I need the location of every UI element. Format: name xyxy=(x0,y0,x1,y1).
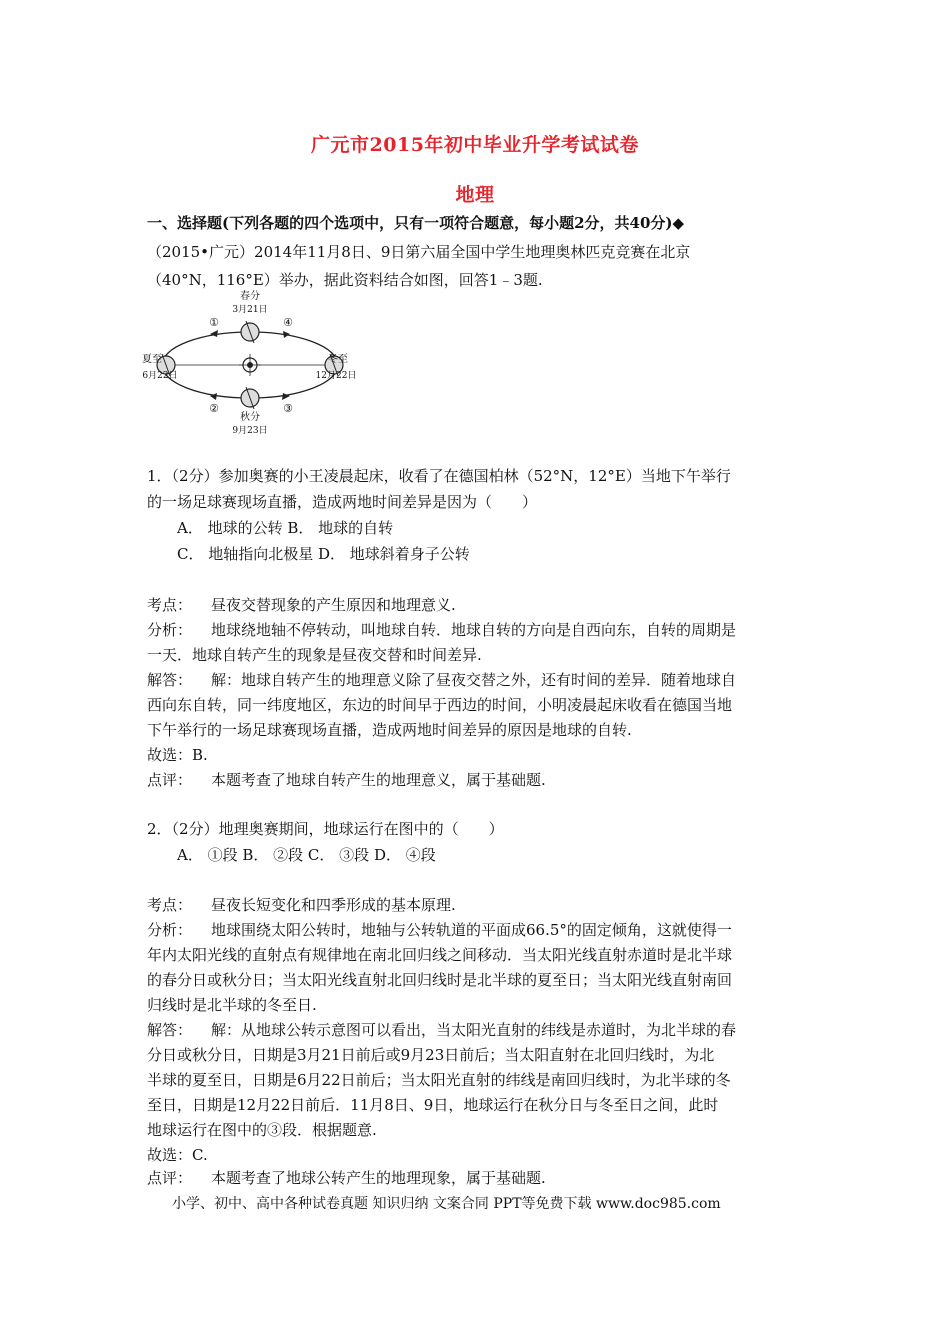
q1-jieda-label: 解答： xyxy=(147,671,193,689)
q2-fenxi xyxy=(147,920,732,940)
q2-fenxi-line-1: 地球围绕太阳公转时，地轴与公转轨道的平面成66.5°的固定倾角，这就使得一 xyxy=(211,921,732,939)
spring-date: 3月21日 xyxy=(232,305,268,315)
footer-text: 小学、初中、高中各种试卷真题 知识归纳 文案合同 PPT等免费下载 www.doc985.com xyxy=(172,1196,721,1212)
q1-dianping-label: 点评： xyxy=(147,771,193,789)
q1-answer: 故选：B. xyxy=(147,746,208,764)
summer-date: 6月22日 xyxy=(142,371,178,381)
q1-jieda-line-1: 解：地球自转产生的地理意义除了昼夜交替之外，还有时间的差异．随着地球自 xyxy=(211,671,737,689)
earth-spring-icon xyxy=(241,321,259,343)
q2-jieda xyxy=(147,1020,736,1040)
segment-3-label: ③ xyxy=(283,402,293,415)
winter-label: 冬至 xyxy=(328,354,348,365)
autumn-date: 9月23日 xyxy=(232,426,268,436)
segment-2-label: ② xyxy=(209,402,219,415)
q1-fenxi-line-1: 地球绕地轴不停转动，叫地球自转．地球自转的方向是自西向东，自转的周期是 xyxy=(211,621,737,639)
orbit-arrow-1 xyxy=(210,330,218,337)
summer-label: 夏至 xyxy=(142,354,162,365)
winter-date: 12月22日 xyxy=(315,371,357,381)
q1-kaodian xyxy=(147,595,456,615)
earth-autumn-icon xyxy=(241,387,259,409)
q2-jieda-line-5: 地球运行在图中的③段．根据题意. xyxy=(147,1121,377,1139)
q2-dianping xyxy=(147,1168,546,1188)
q2-dianping-text: 本题考查了地球公转产生的地理现象，属于基础题. xyxy=(211,1169,546,1187)
q2-stem: 2．（2分）地理奥赛期间，地球运行在图中的（ ） xyxy=(147,820,504,838)
q1-options-line-2: C． 地轴指向北极星 D． 地球斜着身子公转 xyxy=(177,545,470,563)
q2-options: A． ①段 B． ②段 C． ③段 D． ④段 xyxy=(177,846,436,864)
segment-4-label: ④ xyxy=(283,316,293,329)
q2-kaodian-label: 考点： xyxy=(147,896,193,914)
exam-subject: 地理 xyxy=(455,184,495,206)
autumn-label: 秋分 xyxy=(240,412,260,423)
earth-revolution-diagram xyxy=(140,290,357,440)
q2-fenxi-line-2: 年内太阳光线的直射点有规律地在南北回归线之间移动．当太阳光线直射赤道时是北半球 xyxy=(147,946,733,964)
q1-fenxi xyxy=(147,620,736,640)
q2-answer: 故选：C. xyxy=(147,1146,208,1164)
sun-icon xyxy=(239,354,261,376)
q2-dianping-label: 点评： xyxy=(147,1169,193,1187)
orbit-arrow-4 xyxy=(283,331,290,338)
q1-jieda-line-2: 西向东自转，同一纬度地区，东边的时间早于西边的时间，小明凌晨起床收看在德国当地 xyxy=(147,696,733,714)
q2-fenxi-line-3: 的春分日或秋分日；当太阳光线直射北回归线时是北半球的夏至日；当太阳光线直射南回 xyxy=(147,971,733,989)
q1-kaodian-label: 考点： xyxy=(147,596,193,614)
q1-dianping-text: 本题考查了地球自转产生的地理意义，属于基础题. xyxy=(211,771,546,789)
q2-jieda-label: 解答： xyxy=(147,1021,193,1039)
intro-line-1: （2015•广元）2014年11月8日、9日第六届全国中学生地理奥林匹克竞赛在北京 xyxy=(147,243,691,261)
q1-stem-line-1: 1．（2分）参加奥赛的小王凌晨起床，收看了在德国柏林（52°N，12°E）当地下午举行 xyxy=(147,467,731,485)
q2-fenxi-line-4: 归线时是北半球的冬至日. xyxy=(147,996,317,1014)
spring-label: 春分 xyxy=(240,291,260,302)
q2-jieda-line-3: 半球的夏至日，日期是6月22日前后；当太阳光直射的纬线是南回归线时，为北半球的冬 xyxy=(147,1071,731,1089)
q2-jieda-line-2: 分日或秋分日，日期是3月21日前后或9月23日前后；当太阳直射在北回归线时，为北 xyxy=(147,1046,715,1064)
segment-1-label: ① xyxy=(209,316,219,329)
intro-line-2: （40°N，116°E）举办，据此资料结合如图，回答1﹣3题. xyxy=(147,271,543,289)
q1-stem-line-2: 的一场足球赛现场直播，造成两地时间差异是因为（ ） xyxy=(147,493,538,511)
q1-fenxi-label: 分析： xyxy=(147,621,193,639)
q1-options-line-1: A． 地球的公转 B． 地球的自转 xyxy=(177,519,394,537)
q1-jieda xyxy=(147,670,736,690)
q1-jieda-line-3: 下午举行的一场足球赛现场直播，造成两地时间差异的原因是地球的自转. xyxy=(147,721,632,739)
q1-fenxi-line-2: 一天．地球自转产生的现象是昼夜交替和时间差异. xyxy=(147,646,482,664)
q1-dianping xyxy=(147,770,546,790)
exam-title: 广元市2015年初中毕业升学考试试卷 xyxy=(311,134,639,156)
q2-kaodian-text: 昼夜长短变化和四季形成的基本原理. xyxy=(211,896,456,914)
q2-jieda-line-1: 解：从地球公转示意图可以看出，当太阳光直射的纬线是赤道时，为北半球的春 xyxy=(211,1021,737,1039)
q1-kaodian-text: 昼夜交替现象的产生原因和地理意义. xyxy=(211,596,456,614)
q2-fenxi-label: 分析： xyxy=(147,921,193,939)
q2-jieda-line-4: 至日，日期是12月22日前后．11月8日、9日，地球运行在秋分日与冬至日之间，此时 xyxy=(147,1096,719,1114)
orbit-arrow-3 xyxy=(282,393,290,400)
section-heading: 一、选择题(下列各题的四个选项中，只有一项符合题意，每小题2分，共40分)◆ xyxy=(147,214,685,232)
q2-kaodian xyxy=(147,895,456,915)
